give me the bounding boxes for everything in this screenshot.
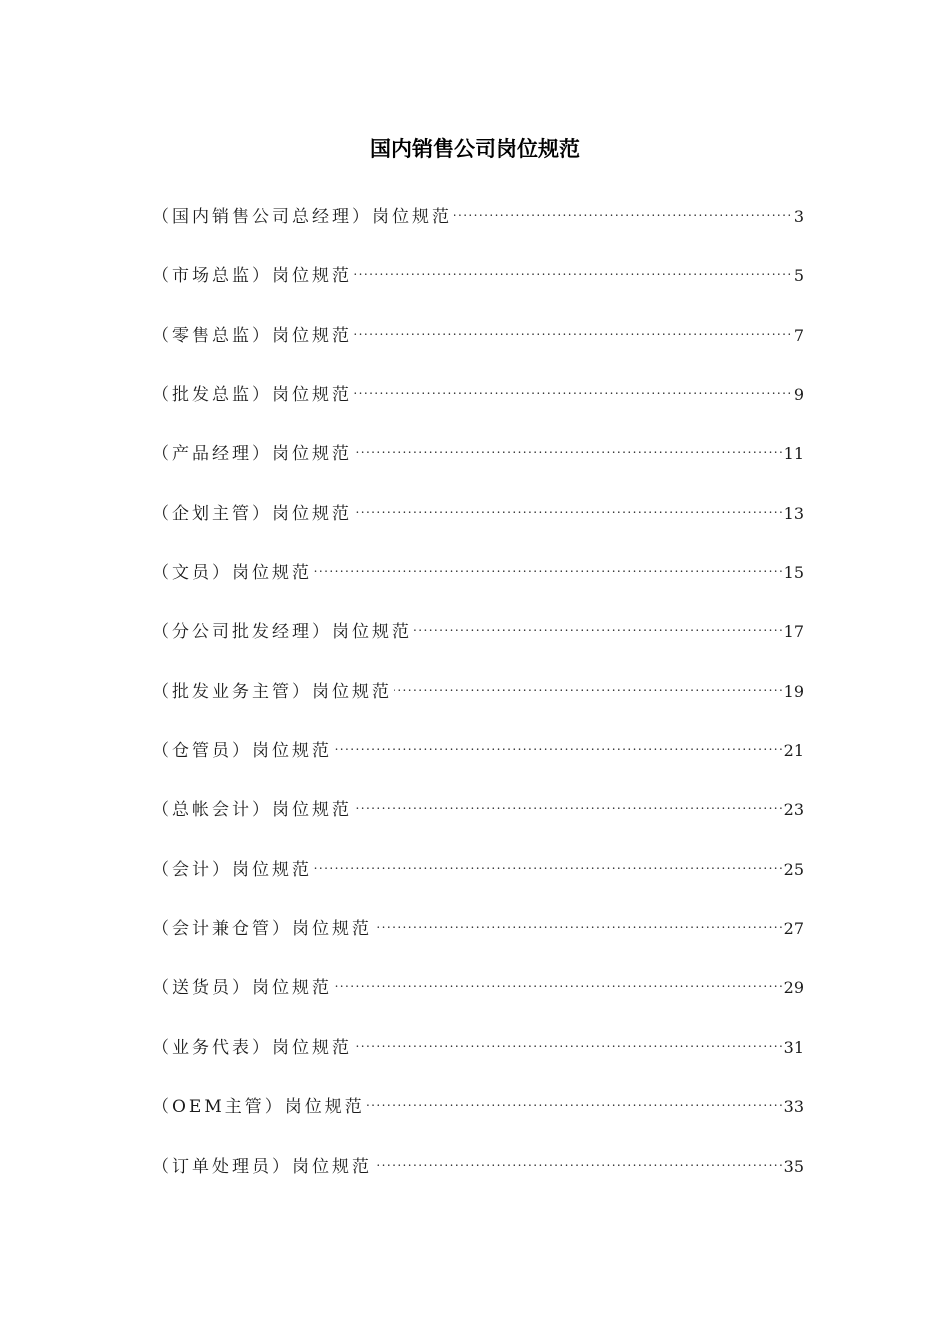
toc-page-number: 5 [793,266,804,286]
toc-dot-leader [354,315,790,341]
toc-entry[interactable] [152,611,804,670]
toc-entry-label: （送货员）岗位规范 [152,978,332,999]
toc-entry[interactable] [152,493,804,552]
toc-entry[interactable] [152,315,804,374]
toc-entry-label: （企划主管）岗位规范 [152,503,352,524]
toc-dot-leader [414,611,782,637]
toc-dot-leader [367,1086,782,1112]
toc-entry[interactable] [152,789,804,848]
toc-entry-label: （总帐会计）岗位规范 [152,800,352,821]
toc-page-number: 3 [793,207,804,226]
toc-page-number: 31 [783,1037,804,1057]
toc-page-number: 9 [793,385,804,405]
toc-entry[interactable] [152,967,804,1026]
toc-page-number: 19 [783,681,804,701]
toc-entry-label: （国内销售公司总经理）岗位规范 [152,207,452,227]
toc-entry[interactable] [152,433,804,492]
toc-dot-leader [334,730,782,756]
toc-entry[interactable] [152,671,804,730]
toc-entry[interactable] [152,1027,804,1086]
toc-dot-leader [354,255,790,281]
toc-entry-label: （会计）岗位规范 [152,859,312,880]
toc-page-number: 11 [783,444,804,464]
toc-dot-leader [354,493,782,519]
toc-dot-leader [374,908,782,934]
toc-entry-label: （订单处理员）岗位规范 [152,1156,372,1177]
toc-entry-label: （文员）岗位规范 [152,563,312,584]
toc-page-number: 7 [793,325,804,345]
toc-dot-leader [454,196,790,222]
toc-page-number: 13 [783,503,804,523]
toc-dot-leader [314,552,782,578]
toc-entry[interactable] [152,196,804,255]
toc-page-number: 35 [783,1156,804,1176]
toc-dot-leader [354,789,782,815]
toc-entry-label: （仓管员）岗位规范 [152,741,332,762]
toc-entry[interactable] [152,255,804,314]
toc-dot-leader [314,849,782,875]
toc-entry[interactable] [152,908,804,967]
toc-entry-label: （市场总监）岗位规范 [152,266,352,287]
toc-page-number: 33 [783,1097,804,1117]
toc-page-number: 25 [783,859,804,879]
toc-dot-leader [354,433,782,459]
toc-entry[interactable] [152,1086,804,1145]
toc-entry[interactable] [152,849,804,908]
toc-page-number: 21 [783,741,804,761]
toc-entry[interactable] [152,552,804,611]
toc-dot-leader [374,1146,782,1172]
document-title: 国内销售公司岗位规范 [370,137,580,161]
toc-page-number: 17 [783,622,804,642]
toc-page-number: 15 [783,563,804,583]
toc-entry[interactable] [152,1146,804,1205]
toc-entry-label: （批发总监）岗位规范 [152,385,352,406]
toc-dot-leader [334,967,782,993]
toc-entry[interactable] [152,730,804,789]
toc-dot-leader [354,374,790,400]
toc-entry-label: （零售总监）岗位规范 [152,325,352,346]
toc-page-number: 23 [783,800,804,820]
toc-entry-label: （OEM主管）岗位规范 [152,1097,365,1118]
toc-dot-leader [354,1027,782,1053]
toc-entry-label: （分公司批发经理）岗位规范 [152,622,412,643]
toc-page-number: 27 [783,919,804,939]
toc-entry-label: （批发业务主管）岗位规范 [152,681,392,702]
toc-entry-label: （产品经理）岗位规范 [152,444,352,465]
toc-entry-label: （会计兼仓管）岗位规范 [152,919,372,940]
toc-entry[interactable] [152,374,804,433]
table-of-contents [152,196,804,1205]
toc-entry-label: （业务代表）岗位规范 [152,1037,352,1058]
toc-page-number: 29 [783,978,804,998]
toc-dot-leader [394,671,782,697]
